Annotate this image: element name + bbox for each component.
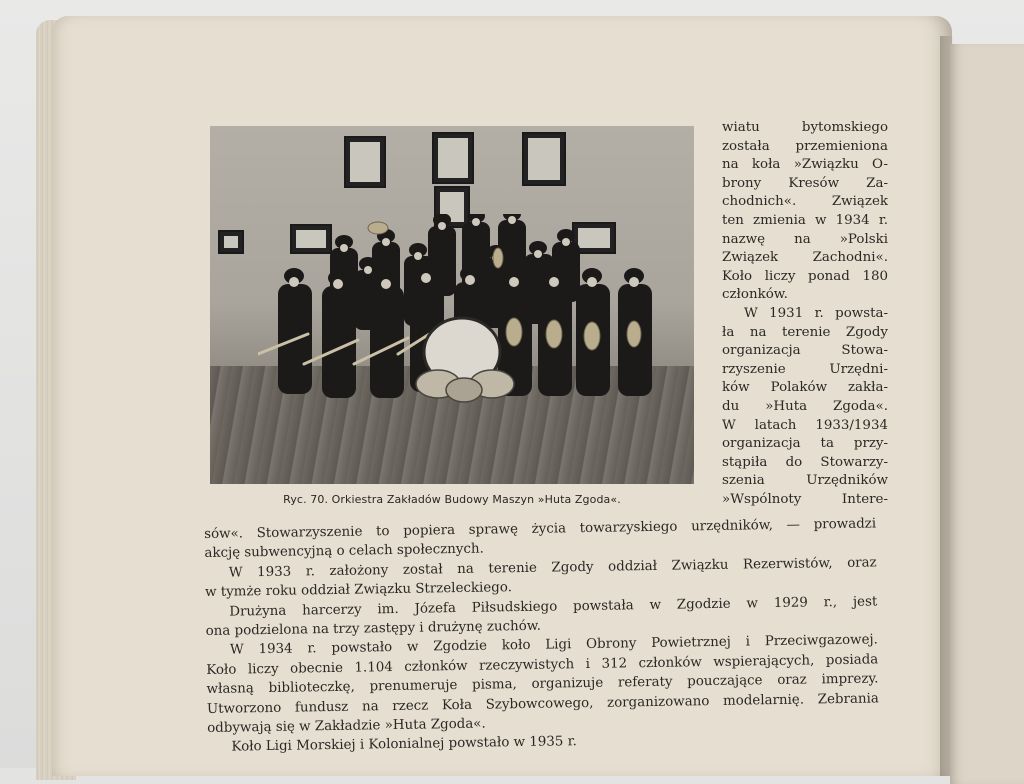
text-line: Drużyna harcerzy im. Józefa Piłsudskiego powstała w Zgodzie w 1929 r., jest: [229, 594, 878, 620]
text-line: ła na terenie Zgody: [722, 324, 888, 340]
text-line: W 1933 r. założony został na terenie Zgody oddział Związku Rezerwistów, oraz: [228, 555, 877, 581]
text-line: »Wspólnoty Intere-: [722, 491, 888, 507]
text-line: stąpiła do Stowarzy-: [722, 454, 888, 470]
text-line: ona podzielona na trzy zastępy i drużynę zuchów.: [205, 618, 542, 640]
text-line: Koło liczy obecnie 1.104 członków rzeczywistych i 312 członków wspierających, posiada: [206, 652, 879, 678]
orchestra-photo: [210, 126, 694, 484]
text-line: W 1934 r. powstało w Zgodzie koło Ligi Obrony Powietrznej i Przeciwgazowej.: [229, 632, 879, 659]
text-line: rzyszenie Urzędni-: [722, 361, 888, 377]
portrait-frame: [344, 136, 386, 188]
text-line: nazwę na »Polski: [722, 231, 888, 247]
text-line: członków.: [722, 287, 788, 303]
text-line: organizacja ta przy-: [722, 436, 888, 452]
text-line: ków Polaków zakła-: [722, 380, 888, 396]
text-line: chodnich«. Związek: [722, 194, 888, 210]
figure-caption: Ryc. 70. Orkiestra Zakładów Budowy Maszyn »Huta Zgoda«.: [283, 493, 621, 506]
eagle-emblem-frame: [432, 132, 474, 184]
text-line: własną biblioteczkę, prenumeruje pisma, organizuje referaty pouczające oraz imprezy.: [206, 671, 879, 698]
band-members: [258, 214, 666, 414]
text-line: Utworzono fundusz na rzecz Koła Szybowcowego, zorganizowano modelarnię. Zebrania: [206, 691, 879, 717]
text-line: na koła »Związku O-: [722, 157, 888, 173]
body-text: [204, 514, 880, 757]
side-column-text: [722, 119, 888, 509]
text-line: sów«. Stowarzyszenie to popiera sprawę życia towarzyskiego urzędników, — prowadzi: [204, 516, 877, 542]
text-line: W 1931 r. powsta-: [744, 305, 888, 321]
text-line: szenia Urzędników: [722, 473, 888, 489]
right-page: [950, 44, 1024, 784]
text-line: akcję subwencyjną o celach społecznych.: [204, 542, 484, 562]
text-line: Koło liczy ponad 180: [722, 268, 888, 284]
text-line: w tymże roku oddział Związku Strzeleckiego.: [204, 580, 513, 601]
portrait-frame: [522, 132, 566, 186]
text-line: ten zmienia w 1934 r.: [722, 212, 888, 228]
text-line: du »Huta Zgoda«.: [722, 398, 888, 414]
picture-frame: [218, 230, 244, 254]
text-line: brony Kresów Za-: [722, 175, 888, 191]
text-line: została przemieniona: [722, 138, 888, 154]
text-line: organizacja Stowa-: [722, 343, 888, 359]
text-line: odbywają się w Zakładzie »Huta Zgoda«.: [207, 716, 486, 737]
text-line: W latach 1933/1934: [722, 417, 888, 433]
text-line: Związek Zachodni«.: [722, 250, 888, 266]
text-line: wiatu bytomskiego: [722, 120, 888, 135]
text-line: Koło Ligi Morskiej i Kolonialnej powstało w 1935 r.: [231, 734, 577, 756]
